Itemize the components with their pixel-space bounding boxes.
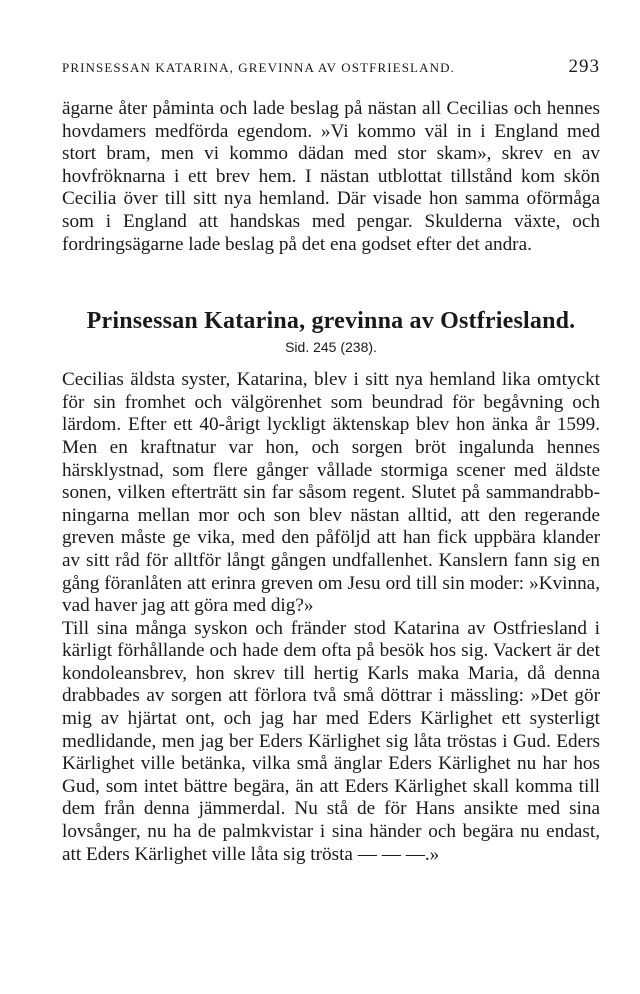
running-header [62,56,600,78]
section-reference: Sid. 245 (238). [285,339,377,356]
body-paragraph-2: Till sina många syskon och fränder stod Katarina av Ostfriesland i kärligt förhållande och hade dem ofta på besök hos sig. Vackert är det kondoleansbrev, hon skrev till hertig Karls maka Maria, då denna drabbades av sorgen att förlora två små döttrar i mässling: »Det gör mig av hjärtat ont, och jag har med Eders Kärlighet ett systerligt medlidande, men jag ber Eders Kärlighet sig låta tröstas i Gud. Eders Kärlighet ville betänka, vilka små änglar Eders Kärlighet nu har hos Gud, som intet bättre begära, än att Eders Kärlighet skall komma till dem från denna jämmerdal. Nu stå de för Hans ansikte med sina lovsånger, nu ha de palmkvistar i sina händer och begära nu endast, att Eders Kärlighet ville låta sig trösta — — —.» [62,617,600,865]
page-number: 293 [568,56,600,77]
body-paragraph-1: Cecilias äldsta syster, Katarina, blev i sitt nya hemland lika omtyckt för sin fromhet och välgörenhet som beundrad för begåvning och lärdom. Efter ett 40-årigt lyckligt äktenskap blev hon änka år 1599. Men en kraftnatur var hon, och sorgen bröt ingalunda hennes härsklystnad, som flere gånger vållade stormiga scener med äldste sonen, vilken efterträtt sin far såsom regent. Slutet på sammandrabbningarna mellan mor och son blev nästan alltid, att den regerande greven måste ge vika, med den påföljd att han fick uppbära klander av sitt råd för alltför långt gången undfallenhet. Kanslern fann sig en gång föranlåten att erinra greven om Jesu ord till sin moder: »Kvinna, vad haver jag att göra med dig?» [62,369,600,617]
book-page [62,56,600,866]
section-body [62,369,600,866]
intro-paragraph: ägarne åter påminta och lade beslag på nästan all Cecilias och hennes hovdamers medförda egendom. »Vi kommo väl in i England med stort bram, men vi kommo dädan med stor skam», skrev en av hovfröknarna i ett brev hem. I nästan utblottat tillstånd kom skön Cecilia över till sitt nya hemland. Där visade hon samma oförmåga som i England att handskas med pengar. Skulderna växte, och fordringsägarne lade beslag på det ena godset efter det andra. [62,98,600,255]
running-title: PRINSESSAN KATARINA, GREVINNA AV OSTFRIESLAND. [62,60,455,75]
section-title: Prinsessan Katarina, grevinna av Ostfriesland. [86,308,576,335]
